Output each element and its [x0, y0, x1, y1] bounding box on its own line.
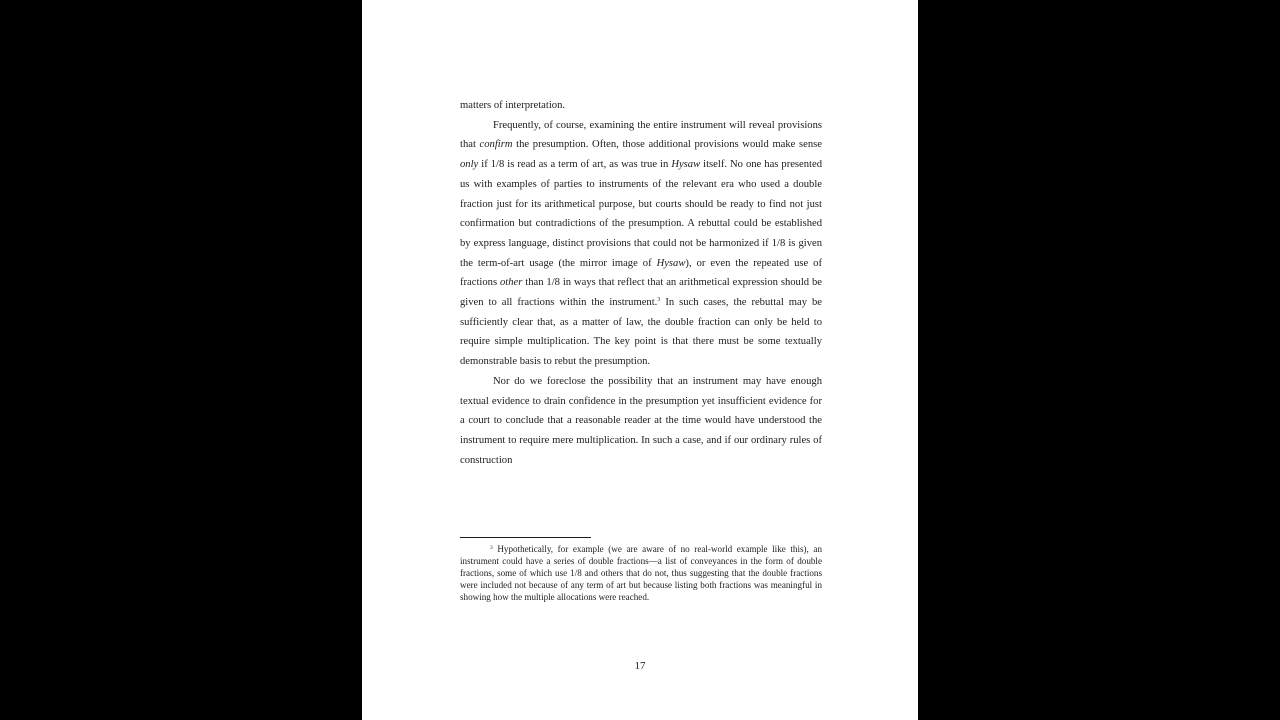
emphasis-other: other	[499, 277, 523, 289]
paragraph-2-text: if 1/8 is read as a term of art, as was true in	[478, 159, 672, 171]
footnote-reference: 3	[657, 297, 661, 304]
body-text	[460, 96, 822, 470]
emphasis-only: only	[460, 159, 479, 171]
footnote-text: Hypothetically, for example (we are aware of no real-world example like this), an instrument could have a series of double fractions—a list of conveyances in the form of double fractions, some of which use 1/8 and others that do not, thus suggesting that the double fractions were included not because of any term of art but because listing both fractions was meaningful in showing how the multiple allocations were reached.	[460, 544, 822, 603]
paragraph-1: matters of interpretation.	[460, 100, 566, 111]
paragraph-3: Nor do we foreclose the possibility that an instrument may have enough textual evidence to drain confidence in the presumption yet insufficient evidence for a court to conclude that a reasonable reader at the time would have understood the instrument to require mere multiplication. In such a case, and if our ordinary rules of construction	[460, 375, 822, 466]
paragraph-2-text: the presumption. Often, those additional provisions would make sense	[512, 139, 822, 151]
case-name-hysaw: Hysaw	[656, 257, 686, 269]
footnote-divider	[460, 537, 591, 538]
emphasis-confirm: confirm	[479, 139, 513, 151]
footnote	[460, 543, 822, 603]
paragraph-2-text: In such cases, the rebuttal may be sufficiently clear that, as a matter of law, the double fraction can only be held to require simple multiplication. The key point is that there must be some textually demonstrable basis to rebut the presumption.	[460, 297, 823, 368]
paragraph-2-text: ), or even the repeated use of fractions	[460, 257, 823, 289]
paragraph-2-text: than 1/8 in ways that reflect that an arithmetical expression should be given to all fractions within the instrument.	[460, 277, 822, 309]
page-number: 17	[634, 660, 646, 672]
paragraph-2-text: itself. No one has presented us with examples of parties to instruments of the relevant era who used a double fraction just for its arithmetical purpose, but courts should be ready to find not just confirmation but contradictions of the presumption. A rebuttal could be established by express language, distinct provisions that could not be harmonized if 1/8 is given the term-of-art usage (the mirror image of	[460, 159, 822, 269]
paragraph-2-text: Frequently, of course, examining the entire instrument will reveal provisions that	[460, 119, 822, 151]
document-page	[362, 0, 918, 720]
footnote-marker: 3	[490, 545, 493, 551]
paragraph-2	[460, 116, 822, 372]
case-name-hysaw: Hysaw	[671, 159, 701, 171]
